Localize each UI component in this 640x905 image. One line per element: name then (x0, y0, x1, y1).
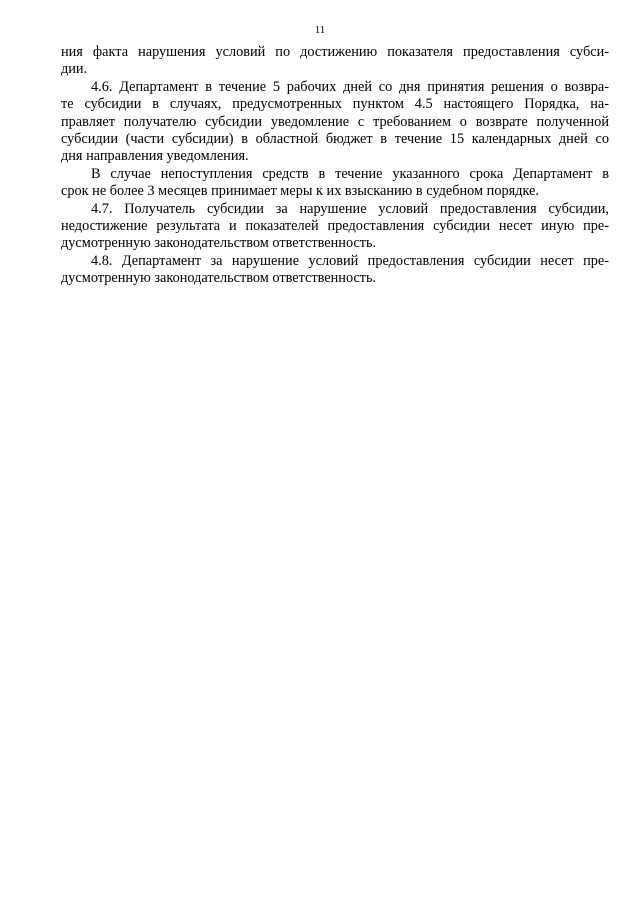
paragraph (61, 79, 609, 166)
text-line: правляет получателю субсидии уведомление с требованием о возврате полученной (61, 113, 609, 130)
text-line: 4.6. Департамент в течение 5 рабочих дней со дня принятия решения о возвра- (91, 78, 609, 95)
text-line: недостижение результата и показателей предоставления субсидии несет иную пре- (61, 218, 609, 235)
text-line: те субсидии в случаях, предусмотренных пунктом 4.5 настоящего Порядка, на- (61, 96, 609, 113)
paragraph (61, 253, 609, 288)
text-line: дусмотренную законодательством ответственность. (61, 270, 377, 287)
text-line: В случае непоступления средств в течение указанного срока Департамент в (91, 165, 609, 182)
scan-mark: · · · (570, 890, 593, 895)
paragraph (61, 44, 609, 79)
text-line: 4.7. Получатель субсидии за нарушение условий предоставления субсидии, (91, 200, 609, 217)
text-line: дня направления уведомления. (61, 148, 249, 165)
paragraph (61, 166, 609, 201)
text-line: 4.8. Департамент за нарушение условий предоставления субсидии несет пре- (91, 252, 609, 269)
text-line: дии. (61, 61, 88, 78)
text-line: субсидии (части субсидии) в областной бюджет в течение 15 календарных дней со (61, 131, 609, 148)
text-line: ния факта нарушения условий по достижению показателя предоставления субси- (61, 44, 609, 60)
page-number: 11 (314, 24, 326, 36)
document-body (61, 44, 609, 288)
paragraph (61, 201, 609, 253)
text-line: срок не более 3 месяцев принимает меры к их взысканию в судебном порядке. (61, 183, 539, 200)
text-line: дусмотренную законодательством ответственность. (61, 235, 377, 252)
